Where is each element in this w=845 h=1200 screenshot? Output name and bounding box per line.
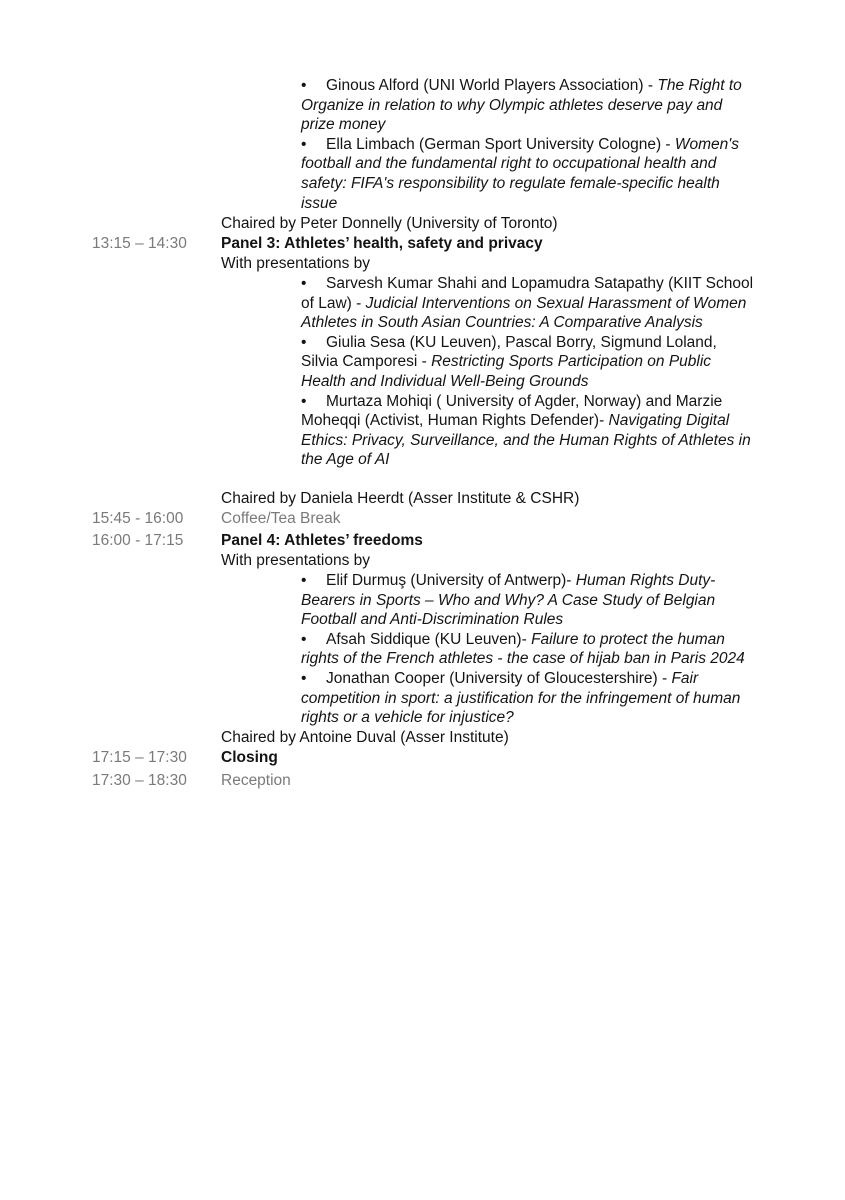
panel3-presentations (301, 274, 756, 470)
presentation-item (301, 274, 756, 333)
panel4-presentations (301, 571, 756, 728)
presenter: Ginous Alford (UNI World Players Association) - (326, 77, 658, 94)
bullet-icon (301, 76, 326, 96)
closing-time: 17:15 – 17:30 (92, 749, 187, 766)
panel4-time: 16:00 - 17:15 (92, 532, 184, 549)
presenter: Afsah Siddique (KU Leuven)- (326, 630, 532, 648)
presentation-item (301, 392, 756, 470)
presentation-title: Restricting Sports Participation on Public Health and Individual Well-Being Grounds (301, 353, 712, 390)
presentation-item (301, 669, 756, 728)
presenter: Elif Durmuş (University of Antwerp)- (326, 572, 576, 589)
presenter: Sarvesh Kumar Shahi and Lopamudra Satapathy (KIIT School of Law) - (301, 275, 754, 312)
presentation-title: Judicial Interventions on Sexual Harassment of Women Athletes in South Asian Countries: A Comparative Analysis (301, 294, 747, 332)
bullet-icon (301, 571, 326, 591)
closing-label: Closing (221, 749, 278, 766)
presentation-title: Women's football and the fundamental right to occupational health and safety: FIFA's responsibility to regulate female-specific health issue (301, 135, 740, 212)
panel3-intro: With presentations by (221, 255, 371, 272)
bullet-icon (301, 333, 326, 353)
break-label: Coffee/Tea Break (221, 510, 341, 527)
presentation-item (301, 571, 756, 630)
bullet-icon (301, 135, 326, 155)
presentation-title: The Right to Organize in relation to why Olympic athletes deserve pay and prize money (301, 77, 742, 134)
presentation-title: Navigating Digital Ethics: Privacy, Surveillance, and the Human Rights of Athletes in the Age of AI (301, 412, 751, 469)
presenter: Jonathan Cooper (University of Gloucestershire) - (326, 669, 672, 687)
presentation-item (301, 135, 756, 213)
presentation-item (301, 76, 756, 135)
panel4-chair: Chaired by Antoine Duval (Asser Institute) (221, 729, 509, 746)
panel3-chair: Chaired by Daniela Heerdt (Asser Institute & CSHR) (221, 490, 580, 507)
presentation-title: Human Rights Duty-Bearers in Sports – Who and Why? A Case Study of Belgian Football and Anti-Discrimination Rules (301, 572, 716, 629)
bullet-icon (301, 630, 326, 650)
reception-label: Reception (221, 772, 291, 789)
panel2-chair: Chaired by Peter Donnelly (University of Toronto) (221, 215, 558, 232)
presentation-item (301, 333, 756, 392)
panel3-time: 13:15 – 14:30 (92, 235, 187, 252)
panel4-intro: With presentations by (221, 552, 371, 569)
panel4-title: Panel 4: Athletes’ freedoms (221, 532, 423, 549)
presenter: Murtaza Mohiqi ( University of Agder, Norway) and Marzie Moheqqi (Activist, Human Rights Defender)- (301, 392, 723, 430)
presentation-item (301, 630, 756, 669)
panel2-presentations (301, 76, 756, 213)
panel3-title: Panel 3: Athletes’ health, safety and privacy (221, 235, 543, 252)
presenter: Giulia Sesa (KU Leuven), Pascal Borry, Sigmund Loland, Silvia Camporesi - (301, 333, 717, 371)
reception-time: 17:30 – 18:30 (92, 772, 187, 789)
bullet-icon (301, 392, 326, 412)
bullet-icon (301, 669, 326, 689)
break-time: 15:45 - 16:00 (92, 510, 184, 527)
presenter: Ella Limbach (German Sport University Cologne) - (326, 135, 675, 153)
bullet-icon (301, 274, 326, 294)
presentation-title: Failure to protect the human rights of the French athletes - the case of hijab ban in Paris 2024 (301, 630, 745, 668)
presentation-title: Fair competition in sport: a justification for the infringement of human rights or a vehicle for injustice? (301, 669, 741, 727)
